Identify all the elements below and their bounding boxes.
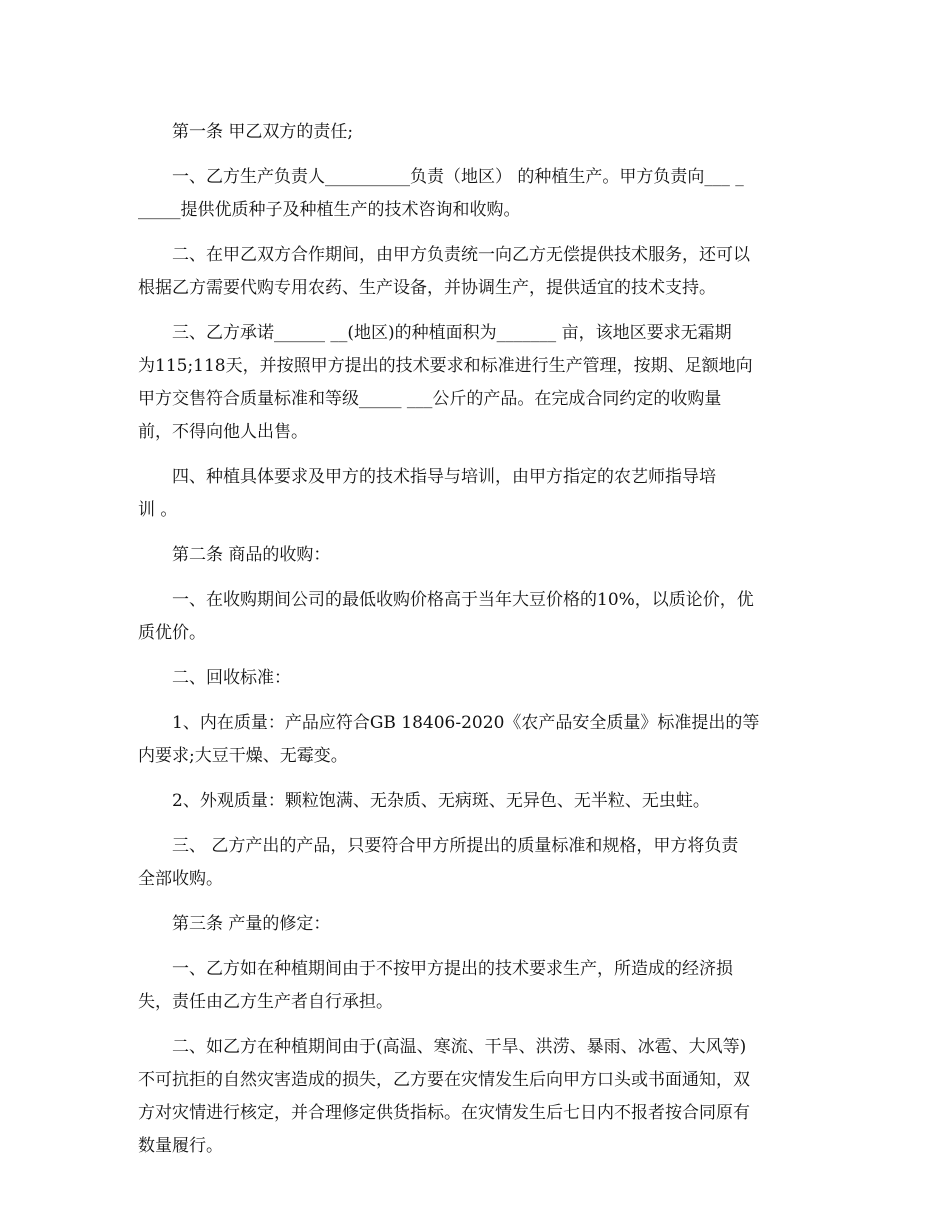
text-line: 第一条 甲乙双方的责任; xyxy=(172,122,354,142)
text-line: _____提供优质种子及种植生产的技术咨询和收购。 xyxy=(138,200,521,220)
text-line: 全部收购。 xyxy=(138,869,223,889)
text-line: 内要求;大豆干燥、无霉变。 xyxy=(138,746,348,766)
paragraph xyxy=(138,239,814,305)
text-line: 第三条 产量的修定： xyxy=(172,914,331,934)
paragraph xyxy=(138,707,814,773)
text-line: 2、外观质量：颗粒饱满、无杂质、无病斑、无异色、无半粒、无虫蛀。 xyxy=(172,791,710,811)
paragraph xyxy=(138,317,814,449)
text-line: 为115;118天，并按照甲方提出的技术要求和标准进行生产管理，按期、足额地向 xyxy=(138,356,753,376)
text-line: 数量履行。 xyxy=(138,1136,223,1156)
text-line: 训 。 xyxy=(138,500,178,520)
text-line: 二、如乙方在种植期间由于(高温、寒流、干旱、洪涝、暴雨、冰雹、大风等) xyxy=(172,1037,747,1057)
paragraph xyxy=(138,116,814,149)
text-line: 方对灾情进行核定，并合理修定供货指标。在灾情发生后七日内不报者按合同原有 xyxy=(138,1103,750,1123)
text-line: 四、种植具体要求及甲方的技术指导与培训，由甲方指定的农艺师指导培 xyxy=(172,467,716,487)
paragraph xyxy=(138,785,814,818)
text-line: 二、回收标准： xyxy=(172,668,291,688)
paragraph xyxy=(138,908,814,941)
text-line: 不可抗拒的自然灾害造成的损失，乙方要在灾情发生后向甲方口头或书面通知，双 xyxy=(138,1070,750,1090)
text-line: 一、在收购期间公司的最低收购价格高于当年大豆价格的10%，以质论价，优 xyxy=(172,590,754,610)
text-line: 一、乙方生产负责人__________负责（地区） 的种植生产。甲方负责向___ _ xyxy=(172,167,744,187)
paragraph xyxy=(138,461,814,527)
paragraph xyxy=(138,1031,814,1163)
text-line: 甲方交售符合质量标准和等级_____ ___公斤的产品。在完成合同约定的收购量 xyxy=(138,389,722,409)
document-body xyxy=(138,116,814,1175)
text-line: 三、 乙方产出的产品，只要符合甲方所提出的质量标准和规格，甲方将负责 xyxy=(172,836,739,856)
paragraph xyxy=(138,161,814,227)
text-line: 根据乙方需要代购专用农药、生产设备，并协调生产，提供适宜的技术支持。 xyxy=(138,278,716,298)
text-line: 失，责任由乙方生产者自行承担。 xyxy=(138,992,393,1012)
text-line: 二、在甲乙双方合作期间，由甲方负责统一向乙方无偿提供技术服务，还可以 xyxy=(172,245,750,265)
text-line: 三、乙方承诺______ __(地区)的种植面积为_______ 亩，该地区要求无霜期 xyxy=(172,323,732,343)
text-line: 一、乙方如在种植期间由于不按甲方提出的技术要求生产，所造成的经济损 xyxy=(172,959,733,979)
text-line: 质优价。 xyxy=(138,623,206,643)
text-line: 1、内在质量：产品应符合GB 18406-2020《农产品安全质量》标准提出的等 xyxy=(172,713,760,733)
text-line: 第二条 商品的收购： xyxy=(172,545,331,565)
paragraph xyxy=(138,662,814,695)
paragraph xyxy=(138,953,814,1019)
paragraph xyxy=(138,830,814,896)
paragraph xyxy=(138,584,814,650)
text-line: 前，不得向他人出售。 xyxy=(138,422,308,442)
paragraph xyxy=(138,539,814,572)
